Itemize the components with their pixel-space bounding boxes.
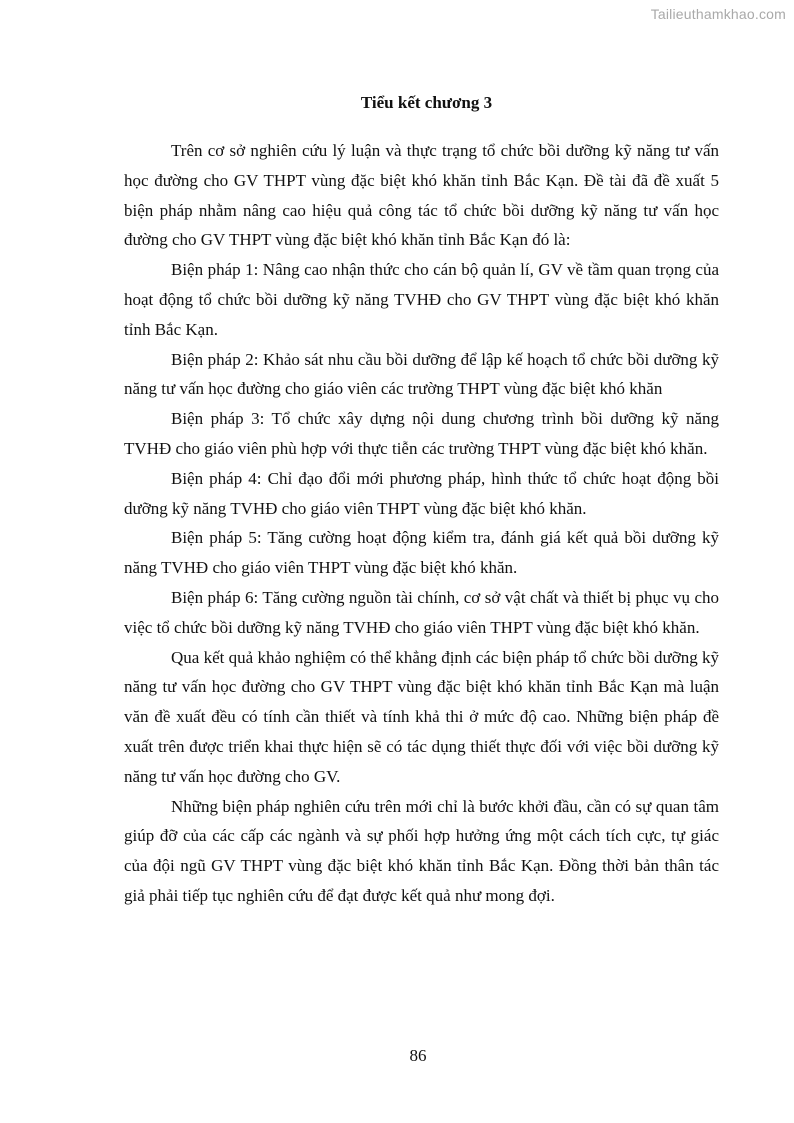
measure-5-paragraph: Biện pháp 5: Tăng cường hoạt động kiểm tra, đánh giá kết quả bồi dưỡng kỹ năng TVHĐ cho giáo viên THPT vùng đặc biệt khó khăn.: [124, 528, 719, 578]
conclusion-paragraph: Những biện pháp nghiên cứu trên mới chỉ là bước khởi đầu, cần có sự quan tâm giúp đỡ của các cấp các ngành và sự phối hợp hưởng ứng một cách tích cực, tự giác của đội ngũ GV THPT vùng đặc biệt khó khăn tỉnh Bắc Kạn. Đồng thời bản thân tác giả phải tiếp tục nghiên cứu để đạt được kết quả như mong đợi.: [124, 796, 719, 905]
measure-6-paragraph: Biện pháp 6: Tăng cường nguồn tài chính, cơ sở vật chất và thiết bị phục vụ cho việc tổ chức bồi dưỡng kỹ năng TVHĐ cho giáo viên THPT vùng đặc biệt khó khăn.: [124, 587, 719, 637]
measure-4-paragraph: Biện pháp 4: Chỉ đạo đổi mới phương pháp, hình thức tổ chức hoạt động bồi dưỡng kỹ năng TVHĐ cho giáo viên THPT vùng đặc biệt khó khăn.: [124, 468, 719, 518]
watermark-text: Tailieuthamkhao.com: [650, 6, 786, 22]
measure-1-paragraph: Biện pháp 1: Nâng cao nhận thức cho cán bộ quản lí, GV về tầm quan trọng của hoạt động tổ chức bồi dưỡng kỹ năng TVHĐ cho GV THPT vùng đặc biệt khó khăn tỉnh Bắc Kạn.: [124, 260, 719, 339]
chapter-summary-title: Tiểu kết chương 3: [360, 93, 493, 112]
page-number: 86: [409, 1046, 427, 1065]
document-body: [124, 88, 719, 911]
intro-paragraph: Trên cơ sở nghiên cứu lý luận và thực trạng tổ chức bồi dưỡng kỹ năng tư vấn học đường cho GV THPT vùng đặc biệt khó khăn tỉnh Bắc Kạn. Đề tài đã đề xuất 5 biện pháp nhằm nâng cao hiệu quả công tác tổ chức bồi dưỡng kỹ năng tư vấn học đường cho GV THPT vùng đặc biệt khó khăn tỉnh Bắc Kạn đó là:: [124, 141, 719, 250]
measure-2-paragraph: Biện pháp 2: Khảo sát nhu cầu bồi dưỡng để lập kế hoạch tổ chức bồi dưỡng kỹ năng tư vấn học đường cho giáo viên các trường THPT vùng đặc biệt khó khăn: [124, 349, 719, 399]
assessment-paragraph: Qua kết quả khảo nghiệm có thể khẳng định các biện pháp tổ chức bồi dưỡng kỹ năng tư vấn học đường cho GV THPT vùng đặc biệt khó khăn tỉnh Bắc Kạn mà luận văn đề xuất đều có tính cần thiết và tính khả thi ở mức độ cao. Những biện pháp đề xuất trên được triển khai thực hiện sẽ có tác dụng thiết thực đối với việc bồi dưỡng kỹ năng tư vấn học đường cho GV.: [124, 647, 719, 786]
measure-3-paragraph: Biện pháp 3: Tổ chức xây dựng nội dung chương trình bồi dưỡng kỹ năng TVHĐ cho giáo viên phù hợp với thực tiễn các trường THPT vùng đặc biệt khó khăn.: [124, 409, 719, 458]
